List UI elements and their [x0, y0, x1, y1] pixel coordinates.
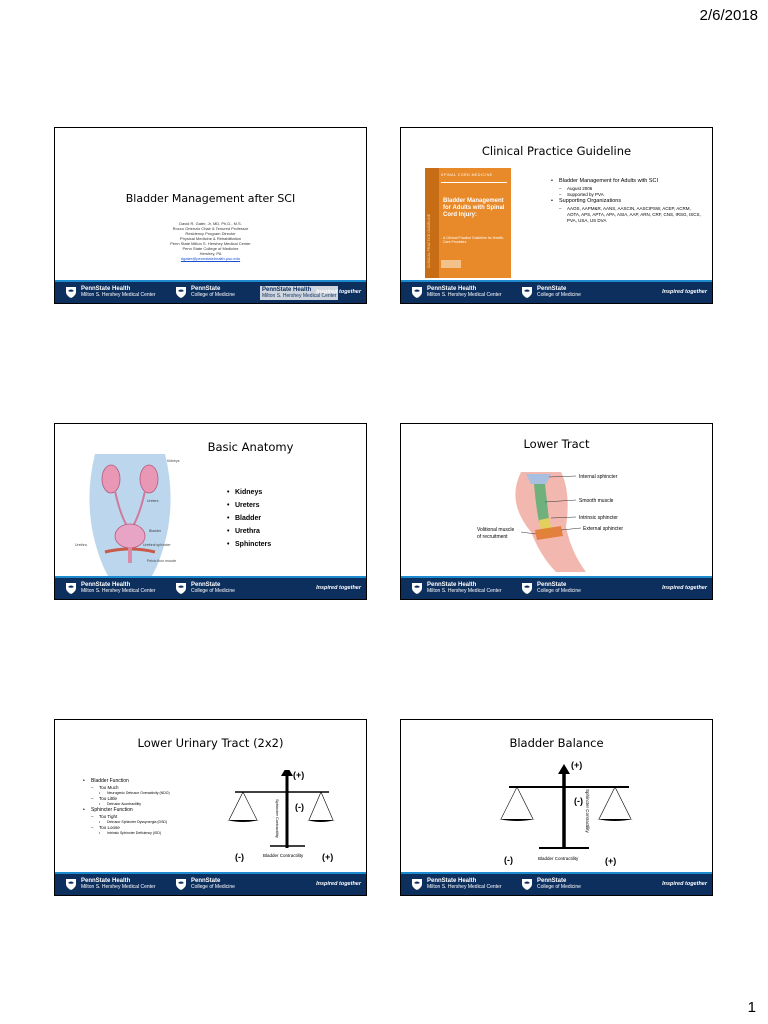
logo-sub: Milton S. Hershey Medical Center	[427, 292, 502, 298]
slide-footer	[55, 576, 366, 599]
sub-item: – August 2006	[559, 186, 701, 192]
scale-top-label: (+)	[571, 760, 583, 770]
book-title: Bladder Management for Adults with Spinal Cord Injury:	[443, 198, 505, 218]
pennstate-com-logo	[175, 878, 235, 890]
tagline: Inspired together	[316, 881, 361, 887]
pennstate-health-logo	[65, 582, 155, 594]
scale-right-label: (+)	[605, 856, 617, 866]
logo-name: PennState Health	[81, 878, 131, 884]
slide-5	[54, 719, 367, 896]
shield-icon	[521, 878, 533, 890]
bullet-item	[83, 778, 233, 807]
scale-right-label: (+)	[322, 852, 334, 862]
slide-3	[54, 423, 367, 600]
bullet-text: Supporting Organizations	[559, 198, 622, 204]
axis-label-vertical: Sphincter Contractility	[275, 799, 280, 838]
logo-name: PennState	[537, 878, 567, 884]
bullet-item: • Urethra	[227, 525, 271, 538]
shield-icon	[411, 582, 423, 594]
logo-sub: Milton S. Hershey Medical Center	[262, 293, 337, 299]
fig-label: Pelvic floor muscle	[147, 559, 177, 563]
logo-sub: Milton S. Hershey Medical Center	[427, 588, 502, 594]
logo-sub: College of Medicine	[537, 588, 581, 594]
shield-icon	[175, 582, 187, 594]
tagline: Inspired together	[316, 289, 361, 295]
tagline: Inspired together	[316, 585, 361, 591]
shield-icon	[521, 582, 533, 594]
anatomy-bullets	[227, 486, 271, 551]
book-side-text: CLINICAL PRACTICE GUIDELINE	[427, 213, 431, 268]
bullet-text: Bladder Management for Adults with SCI	[559, 178, 659, 184]
page-date: 2/6/2018	[699, 7, 758, 24]
pennstate-health-logo	[411, 878, 501, 890]
axis-label-horizontal: Bladder Contractility	[538, 856, 579, 861]
book-series: SPINAL CORD MEDICINE	[441, 173, 493, 177]
logo-name: PennState Health	[81, 286, 131, 292]
label-external-sphincter: External sphincter	[583, 526, 624, 532]
label-line: Volitional muscle	[477, 527, 515, 533]
slide-6	[400, 719, 713, 896]
sub-item	[91, 814, 233, 825]
sub-item: – AAOS, AAPM&R, AANS, AASCIN, AASCIPSW, ACEP, ACRM, AOTA, APS, APTA, APA, ASIA, AAP, ARN, CRF, CNS, IRSG, ISCS, PVA, USA, US DVA	[559, 206, 701, 224]
sub-text: Too Loose	[99, 825, 120, 830]
logo-name: PennState	[191, 286, 221, 292]
pennstate-com-logo	[521, 582, 581, 594]
author-block	[55, 221, 366, 261]
bullet-text: Bladder Function	[91, 778, 129, 784]
shield-icon	[65, 878, 77, 890]
fig-label: Bladder	[149, 529, 162, 533]
slide-title: Bladder Management after SCI	[125, 192, 296, 205]
pennstate-health-logo	[65, 878, 155, 890]
balance-scale-figure	[489, 764, 639, 864]
sub-item	[91, 825, 233, 836]
book-subtitle: A Clinical Practice Guideline for Health-Care Providers	[443, 236, 505, 244]
label-smooth-muscle: Smooth muscle	[579, 498, 614, 504]
balance-scale-figure	[225, 770, 335, 860]
bullet-item: • Bladder	[227, 512, 271, 525]
bullet-text: Sphincter Function	[91, 807, 133, 813]
pennstate-com-logo	[521, 878, 581, 890]
sub2-item: • Detrusor Acontractility	[99, 802, 233, 807]
label-line: of recruitment	[477, 534, 508, 540]
logo-sub: Milton S. Hershey Medical Center	[81, 292, 156, 298]
shield-icon	[411, 286, 423, 298]
guideline-book-cover	[425, 168, 511, 278]
logo-name: PennState Health	[81, 582, 131, 588]
scale-top-label: (+)	[293, 770, 305, 780]
slide-footer	[55, 280, 366, 303]
author-line: Physical Medicine & Rehabilitation	[179, 236, 242, 241]
sub-item: – Supported by PVA	[559, 192, 701, 198]
logo-name: PennState	[191, 582, 221, 588]
logo-sub: College of Medicine	[537, 884, 581, 890]
slide-title: Basic Anatomy	[207, 440, 294, 454]
logo-name: PennState	[537, 286, 567, 292]
pennstate-health-logo	[65, 286, 155, 298]
tagline: Inspired together	[662, 585, 707, 591]
pennstate-com-logo	[175, 286, 235, 298]
bullet-item: • Sphincters	[227, 538, 271, 551]
sub-text: Too Little	[99, 796, 118, 801]
logo-name: PennState	[537, 582, 567, 588]
logo-sub: Milton S. Hershey Medical Center	[81, 884, 156, 890]
slide-footer	[401, 872, 712, 895]
logo-name: PennState Health	[427, 878, 477, 884]
slide-title: Clinical Practice Guideline	[481, 144, 632, 158]
logo-name: PennState Health	[262, 287, 312, 293]
slide-footer	[401, 576, 712, 599]
author-line: David R. Gater, Jr, MD, Ph.D., M.S.	[179, 221, 242, 226]
sub-text: Too Much	[99, 785, 119, 790]
logo-sub: College of Medicine	[537, 292, 581, 298]
fig-label: Ureters	[147, 499, 159, 503]
shield-icon	[411, 878, 423, 890]
bullet-item: • Ureters	[227, 499, 271, 512]
author-line: Penn State College of Medicine	[182, 246, 239, 251]
scale-mid-label: (-)	[574, 796, 583, 806]
slide-title: Lower Urinary Tract (2x2)	[137, 736, 284, 750]
pennstate-com-logo	[521, 286, 581, 298]
slide-footer	[55, 872, 366, 895]
scale-left-label: (-)	[504, 855, 513, 865]
author-line: Penn State Milton S. Hershey Medical Center	[170, 241, 251, 246]
author-line: Residency Program Director	[185, 231, 236, 236]
slide-footer	[401, 280, 712, 303]
shield-icon	[175, 878, 187, 890]
logo-sub: Milton S. Hershey Medical Center	[427, 884, 502, 890]
logo-sub: College of Medicine	[191, 884, 235, 890]
urinary-anatomy-figure	[75, 454, 185, 579]
slide-title: Lower Tract	[523, 437, 590, 451]
sub-item	[91, 796, 233, 807]
scale-mid-label: (-)	[295, 802, 304, 812]
logo-name: PennState Health	[427, 582, 477, 588]
lut-outline	[83, 778, 233, 836]
sub2-item: • Neurogenic Detrusor Overactivity (NDO)	[99, 791, 233, 796]
fig-label: Urethra	[75, 543, 87, 547]
sub-text: Too Tight	[99, 814, 118, 819]
label-internal-sphincter: Internal sphincter	[579, 474, 618, 480]
slide-title: Bladder Balance	[509, 736, 604, 750]
tagline: Inspired together	[662, 881, 707, 887]
logo-sub: Milton S. Hershey Medical Center	[81, 588, 156, 594]
lower-tract-figure	[471, 462, 701, 572]
sub2-item: • Detrusor Sphincter Dyssynergia (DSD)	[99, 820, 233, 825]
slide-2	[400, 127, 713, 304]
slide-4	[400, 423, 713, 600]
author-email-link[interactable]: dgater@pennstatehealth.psu.edu	[180, 256, 241, 261]
axis-label-vertical: Sphincter Contractility	[585, 789, 590, 833]
bullet-item: • Kidneys	[227, 486, 271, 499]
author-line: Rocco Ortenzio Chair & Tenured Professor	[172, 226, 249, 231]
slide-1	[54, 127, 367, 304]
bullet-item	[83, 807, 233, 836]
logo-sub: College of Medicine	[191, 292, 235, 298]
logo-sub: College of Medicine	[191, 588, 235, 594]
label-volitional	[477, 527, 514, 541]
sub2-item: • Intrinsic Sphincter Deficiency (ISD)	[99, 831, 233, 836]
shield-icon	[521, 286, 533, 298]
page-number: 1	[747, 999, 756, 1016]
guideline-bullets	[551, 178, 701, 224]
logo-name: PennState	[191, 878, 221, 884]
pennstate-com-logo	[175, 582, 235, 594]
shield-icon	[175, 286, 187, 298]
axis-label-horizontal: Bladder Contractility	[263, 853, 304, 858]
fig-label: Urethral sphincter	[143, 543, 171, 547]
author-line: Hershey, PA	[199, 251, 222, 256]
label-intrinsic-sphincter: Intrinsic sphincter	[579, 515, 618, 521]
shield-icon	[65, 286, 77, 298]
pennstate-health-logo	[411, 286, 501, 298]
sub-item	[91, 785, 233, 796]
fig-label: Kidneys	[167, 459, 180, 463]
scale-left-label: (-)	[235, 852, 244, 862]
bullet-item	[551, 178, 701, 198]
bullet-item	[551, 198, 701, 224]
pennstate-health-logo	[411, 582, 501, 594]
shield-icon	[65, 582, 77, 594]
logo-name: PennState Health	[427, 286, 477, 292]
tagline: Inspired together	[662, 289, 707, 295]
